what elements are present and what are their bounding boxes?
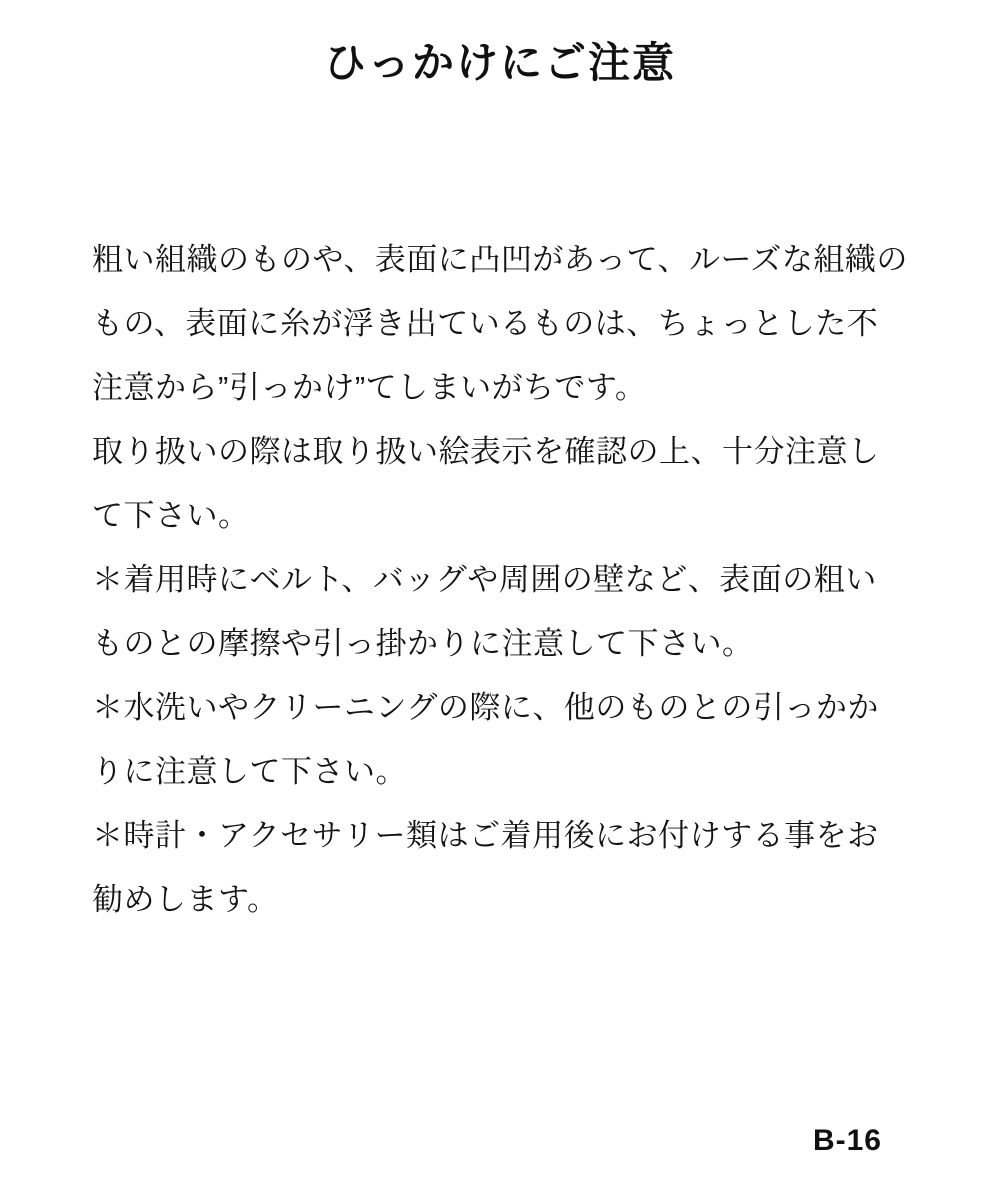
- page-code-label: B-16: [812, 1124, 882, 1157]
- paragraph: 取り扱いの際は取り扱い絵表示を確認の上、十分注意して下さい。: [92, 434, 880, 533]
- body-text-block: [92, 228, 908, 932]
- page-title: ひっかけにご注意: [323, 39, 676, 86]
- paragraph: 粗い組織のものや、表面に凸凹があって、ルーズな組織のもの、表面に糸が浮き出ているものは、ちょっとした不注意から”引っかけ”てしまいがちです。: [92, 242, 908, 405]
- paragraph: ＊時計・アクセサリー類はご着用後にお付けする事をお勧めします。: [92, 818, 879, 917]
- paragraph: ＊水洗いやクリーニングの際に、他のものとの引っかかりに注意して下さい。: [92, 690, 879, 789]
- paragraph: ＊着用時にベルト、バッグや周囲の壁など、表面の粗いものとの摩擦や引っ掛かりに注意して下さい。: [92, 562, 877, 661]
